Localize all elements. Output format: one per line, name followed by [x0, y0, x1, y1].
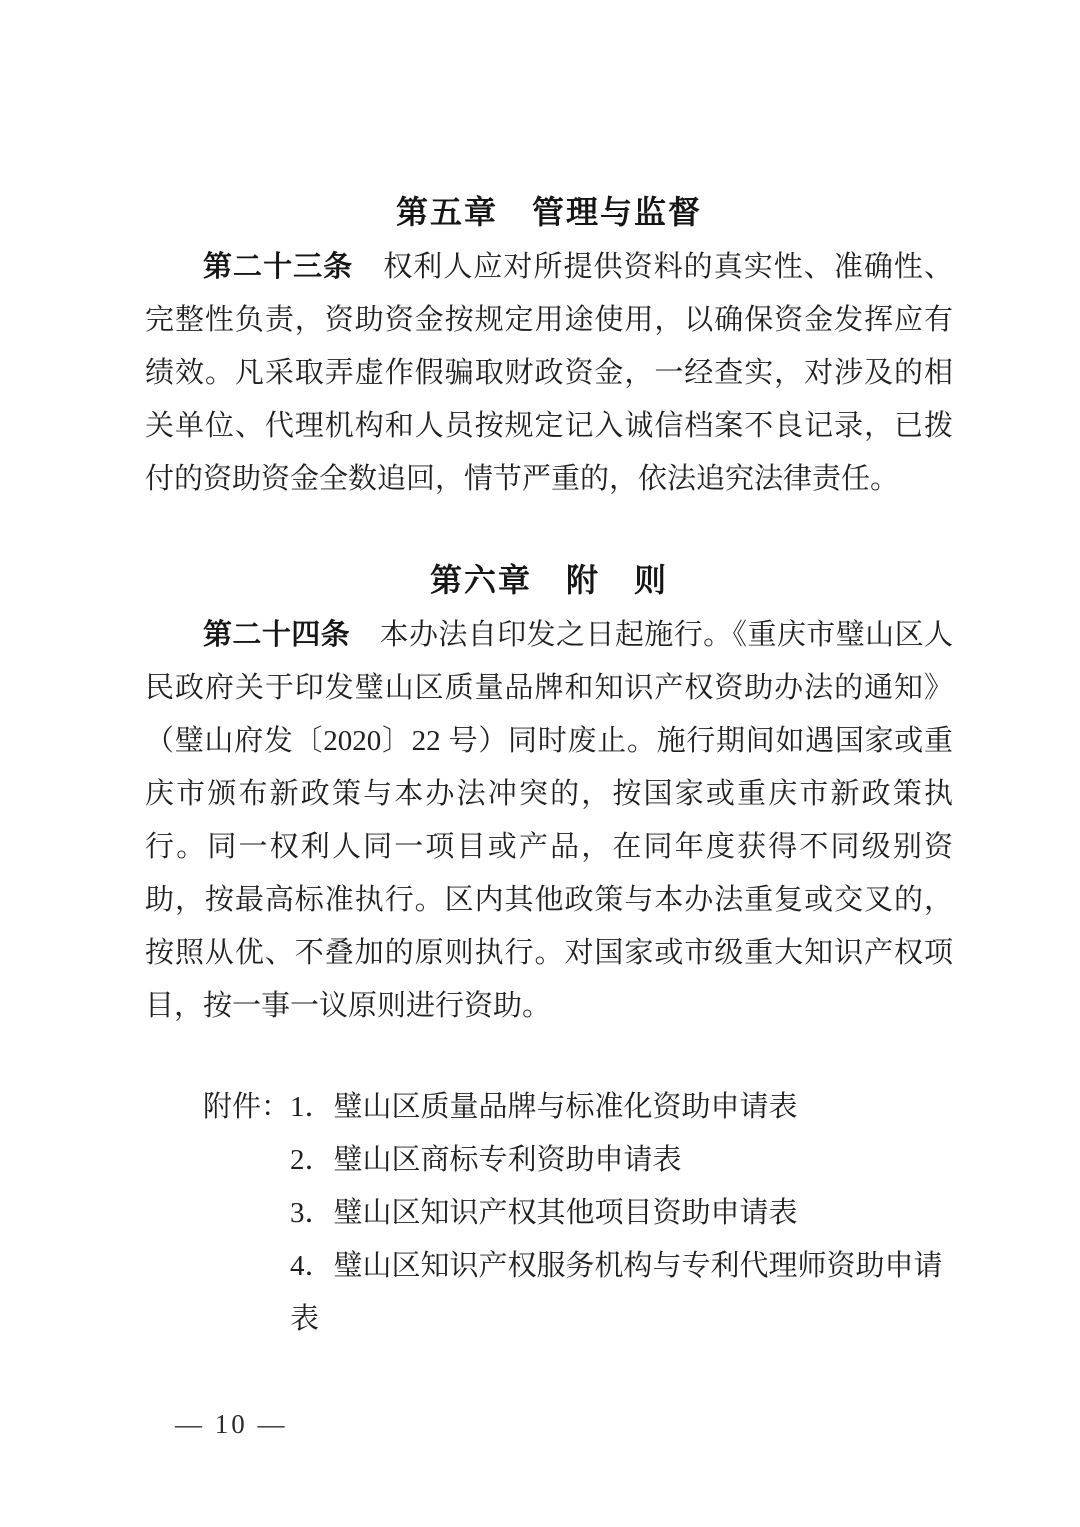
article-23-number: 第二十三条 — [203, 251, 354, 283]
attachment-item: 2．璧山区商标专利资助申请表 — [290, 1144, 682, 1176]
chapter6-heading: 第六章 附 则 — [429, 562, 668, 598]
attachment-item: 3．璧山区知识产权其他项目资助申请表 — [290, 1197, 798, 1229]
attachment-item: 4．璧山区知识产权服务机构与专利代理师资助申请表 — [290, 1250, 943, 1335]
article-23-text: 权利人应对所提供资料的真实性、准确性、完整性负责，资助资金按规定用途使用，以确保资金发挥应有绩效。凡采取弄虚作假骗取财政资金，一经查实，对涉及的相关单位、代理机构和人员按规定记入诚信档案不良记录，已拨付的资助资金全数追回，情节严重的，依法追究法律责任。 — [145, 251, 953, 495]
article-24-paragraph — [145, 609, 953, 1033]
article-24-text: 本办法自印发之日起施行。《重庆市璧山区人民政府关于印发璧山区质量品牌和知识产权资助办法的通知》（璧山府发〔2020〕22 号）同时废止。施行期间如遇国家或重庆市颁布新政策与本办法冲突的，按国家或重庆市新政策执行。同一权利人同一项目或产品，在同年度获得不同级别资助，按最高标准执行。区内其他政策与本办法重复或交叉的，按照从优、不叠加的原则执行。对国家或市级重大知识产权项目，按一事一议原则进行资助。 — [145, 619, 953, 1022]
attachment-row — [203, 1081, 953, 1134]
attachment-row — [203, 1187, 953, 1240]
chapter5-heading: 第五章 管理与监督 — [395, 194, 702, 230]
attachment-list — [203, 1081, 953, 1346]
attachments-label: 附件： — [203, 1091, 291, 1123]
attachment-item: 1．璧山区质量品牌与标准化资助申请表 — [290, 1091, 798, 1123]
attachment-row — [203, 1134, 953, 1187]
article-24-number: 第二十四条 — [203, 619, 351, 651]
attachment-row — [203, 1240, 953, 1346]
article-23-paragraph — [145, 241, 953, 506]
page-number: — 10 — — [175, 1409, 288, 1439]
